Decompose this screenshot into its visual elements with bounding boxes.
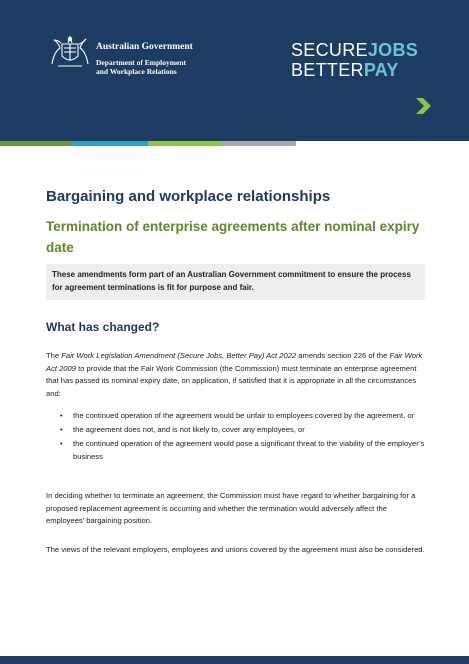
stripe-teal — [73, 141, 148, 146]
callout-text: These amendments form part of an Australian Government commitment to ensure the process for agreement terminations is fit for purpose and fair. — [52, 270, 411, 292]
stripe-grey — [222, 141, 296, 146]
page-subtitle: Termination of enterprise agreements after nominal expiry date — [46, 219, 420, 255]
secure-jobs-better-pay-logo: SECUREJOBS BETTERPAY — [291, 40, 419, 80]
footer-bar — [0, 656, 469, 664]
coat-of-arms-icon — [48, 34, 92, 70]
list-item: • the continued operation of the agreement would pose a significant threat to the viability of the employer’s business — [60, 439, 425, 461]
stripe-green — [0, 141, 73, 146]
stripe-lime — [148, 141, 222, 146]
views-paragraph: The views of the relevant employers, employees and unions covered by the agreement must also be considered. — [46, 545, 425, 554]
government-name: Australian Government — [96, 42, 193, 52]
section-heading: What has changed? — [46, 320, 160, 334]
page-title: Bargaining and workplace relationships — [46, 188, 331, 205]
header-banner — [0, 0, 469, 141]
list-item: • the agreement does not, and is not likely to, cover any employees, or — [60, 425, 305, 435]
considerations-paragraph: In deciding whether to terminate an agreement, the Commission must have regard to whether bargaining for a proposed replacement agreement is occurring and whether the termination would adversely affect the employees’ bargaining position. — [46, 491, 416, 526]
list-item: • the continued operation of the agreement would be unfair to employees covered by the agreement, or — [60, 411, 415, 420]
criteria-list — [46, 410, 431, 465]
department-name: Department of Employment and Workplace Relations — [96, 58, 186, 76]
chevron-right-icon — [412, 95, 434, 117]
government-logo-text — [96, 42, 193, 76]
callout-box — [46, 264, 425, 300]
intro-paragraph: The Fair Work Legislation Amendment (Secure Jobs, Better Pay) Act 2022 amends section 226 of the Fair Work Act 2009 to provide that the Fair Work Commission (the Commission) must terminate an enterprise agreement that has passed its nominal expiry date, on application, if satisfied that it is appropriate in all the circumstances and: — [46, 351, 423, 398]
